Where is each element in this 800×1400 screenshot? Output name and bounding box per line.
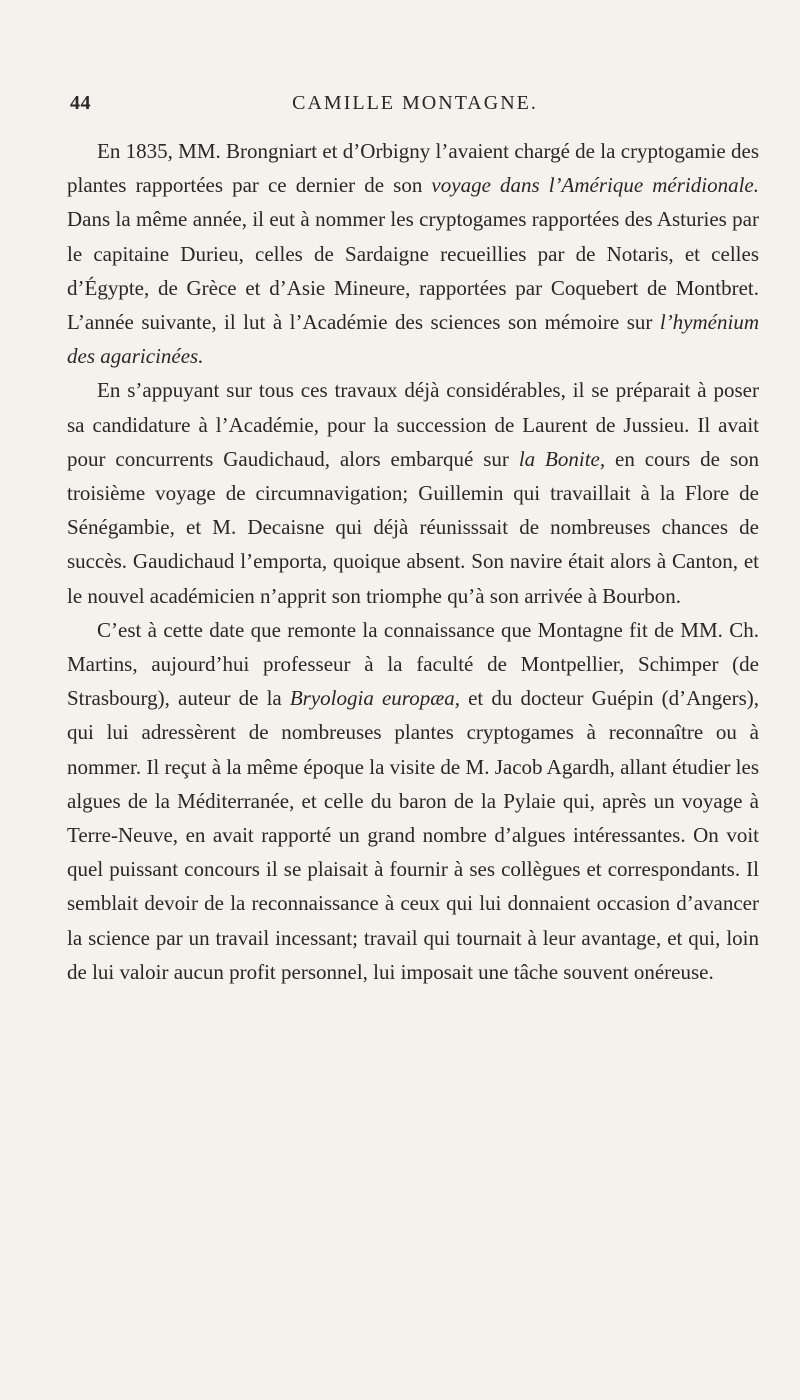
running-head	[70, 92, 760, 122]
paragraph-2	[67, 373, 759, 612]
text-span: et du docteur Guépin (d’Angers), qui lui adressèrent de nombreuses plantes cryptogames à reconnaître ou à nommer. Il reçut à la même époque la visite de M. Jacob Agardh, allant étudier les algues de la Méditerranée, et celle du baron de la Pylaie qui, après un voyage à Terre-Neuve, en avait rapporté un grand nombre d’algues intéressantes. On voit quel puissant concours il se plaisait à fournir à ses collègues et correspondants. Il semblait devoir de la reconnaissance à ceux qui lui donnaient occasion d’avancer la science par un travail incessant; travail qui tournait à leur avantage, et qui, loin de lui valoir aucun profit personnel, lui imposait une tâche souvent onéreuse.	[67, 686, 759, 984]
text-span: En s’appuyant sur tous ces travaux déjà considérables, il se préparait à poser sa candidature à l’Académie, pour la succession de Laurent de Jussieu. Il avait pour concurrents Gaudichaud, alors embarqué sur	[67, 378, 759, 471]
text-span: C’est à cette date que remonte la connaissance que Montagne fit de MM. Ch. Martins, aujourd’hui professeur à la faculté de Montpellier, Schimper (de Strasbourg), auteur de la	[67, 617, 759, 711]
paragraph-3	[67, 613, 759, 989]
text-span: Dans la même année, il eut à nommer les cryptogames rapportées des Asturies par le capitaine Durieu, celles de Sardaigne recueillies par de Notaris, et celles d’Égypte, de Grèce et d’Asie Mineure, rapportées par Coquebert de Montbret. L’année suivante, il lut à l’Académie des sciences son mémoire sur	[67, 207, 759, 335]
italic-title: la Bonite,	[518, 446, 606, 471]
body-text	[67, 134, 759, 989]
italic-title: voyage dans l’Amérique méridionale.	[431, 173, 759, 198]
page-number: 44	[70, 92, 91, 114]
text-span: En 1835, MM. Brongniart et d’Orbigny l’avaient chargé de la cryptogamie des plantes rapportées par ce dernier de son	[67, 139, 759, 198]
text-span: en cours de son troisième voyage de circumnavigation; Guillemin qui travaillait à la Flore de Sénégambie, et M. Decaisne qui déjà réunisssait de nombreuses chances de succès. Gaudichaud l’emporta, quoique absent. Son navire était alors à Canton, et le nouvel académicien n’apprit son triomphe qu’à son arrivée à Bourbon.	[67, 446, 759, 608]
italic-title: l’hyménium des agaricinées.	[67, 310, 759, 369]
paragraph-1	[67, 134, 759, 373]
italic-title: Bryologia europæa,	[289, 686, 460, 711]
running-title: CAMILLE MONTAGNE.	[292, 92, 538, 114]
